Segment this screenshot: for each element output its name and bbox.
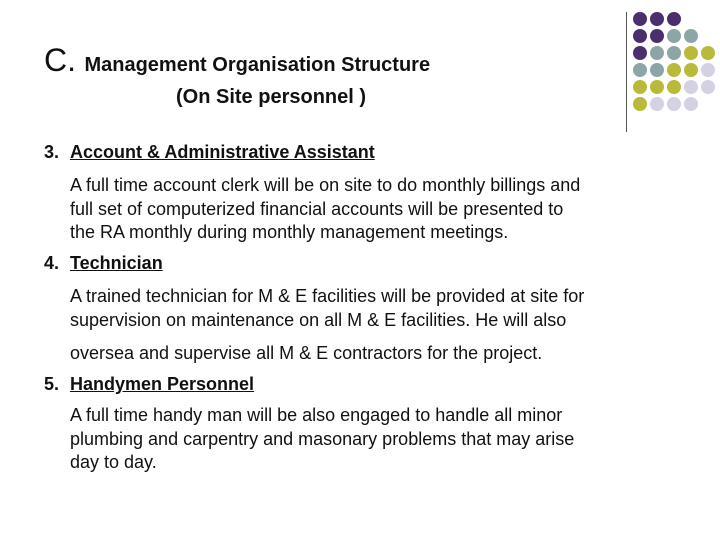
decorative-dot	[633, 97, 647, 111]
description-line: oversea and supervise all M & E contractors for the project.	[70, 343, 543, 363]
description-line: day to day.	[70, 452, 157, 472]
item-heading-label: Account & Administrative Assistant	[70, 142, 375, 162]
decorative-dot	[701, 46, 715, 60]
item-description	[70, 342, 542, 366]
decorative-dot	[633, 63, 647, 77]
decorative-dot	[633, 29, 647, 43]
decorative-dot	[701, 63, 715, 77]
title-text: Management Organisation Structure	[84, 54, 431, 76]
decorative-dot	[650, 29, 664, 43]
item-description	[70, 404, 574, 475]
decorative-dot	[633, 80, 647, 94]
item-heading	[44, 253, 163, 274]
decorative-dot	[667, 46, 681, 60]
description-line: A trained technician for M & E facilities will be provided at site for	[70, 286, 585, 306]
slide-subtitle: (On Site personnel )	[176, 86, 367, 108]
slide-title	[44, 42, 430, 79]
title-letter: C.	[44, 42, 76, 78]
item-number: 3.	[44, 142, 60, 162]
description-line: A full time account clerk will be on site to do monthly billings and	[70, 175, 581, 195]
description-line: full set of computerized financial accounts will be presented to	[70, 198, 564, 219]
description-line: the RA monthly during monthly management meetings.	[70, 222, 509, 242]
item-number: 5.	[44, 374, 60, 394]
decorative-dot	[650, 46, 664, 60]
decorative-dot	[650, 97, 664, 111]
item-heading	[44, 142, 375, 163]
item-description	[70, 174, 580, 245]
decorative-dot	[684, 97, 698, 111]
decorative-dot	[633, 46, 647, 60]
decorative-dot	[650, 80, 664, 94]
item-heading-label: Handymen Personnel	[70, 374, 255, 394]
decorative-vertical-line	[626, 12, 627, 132]
item-heading-label: Technician	[70, 253, 163, 273]
decorative-dot	[667, 97, 681, 111]
decorative-dot	[667, 12, 681, 26]
decorative-dot	[650, 12, 664, 26]
description-line: plumbing and carpentry and masonary problems that may arise	[70, 428, 575, 449]
decorative-dot	[667, 63, 681, 77]
decorative-dot	[684, 80, 698, 94]
description-line: A full time handy man will be also engaged to handle all minor	[70, 405, 563, 425]
decorative-dot	[684, 46, 698, 60]
item-description	[70, 285, 584, 332]
decorative-dot	[633, 12, 647, 26]
item-heading	[44, 374, 254, 395]
decorative-dot	[667, 80, 681, 94]
decorative-dot	[701, 80, 715, 94]
description-line: supervision on maintenance on all M & E facilities. He will also	[70, 309, 567, 330]
decorative-dot	[650, 63, 664, 77]
item-number: 4.	[44, 253, 60, 273]
decorative-dot	[684, 63, 698, 77]
decorative-dot	[684, 29, 698, 43]
decorative-dot	[667, 29, 681, 43]
